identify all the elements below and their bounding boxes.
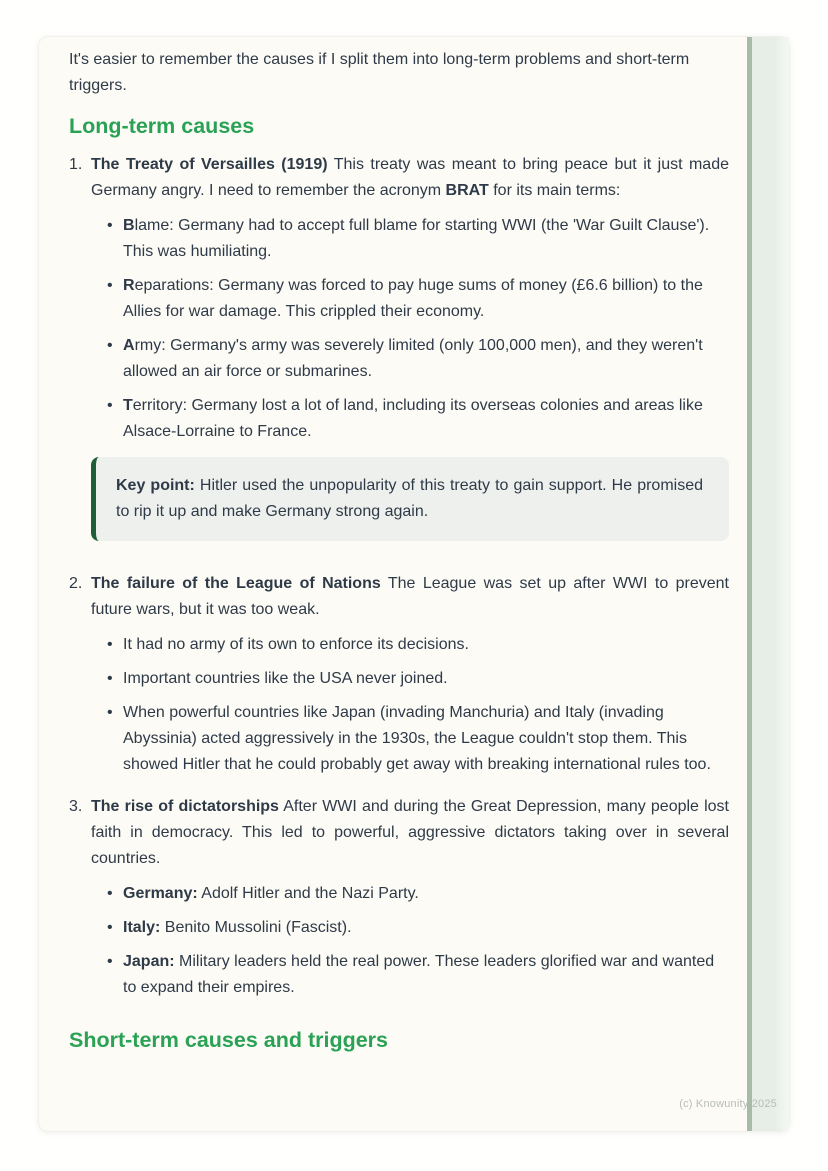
bullet-no-army (91, 632, 729, 658)
list-item-body (91, 571, 729, 790)
bullet-icon (107, 273, 113, 299)
bullet-reparations (91, 273, 729, 325)
key-point-callout (91, 457, 729, 541)
bullet-germany (91, 881, 729, 907)
bullet-icon (107, 700, 113, 726)
bullet-italy (91, 915, 729, 941)
page-edge-strip (747, 37, 789, 1131)
bullet-text: When powerful countries like Japan (invading Manchuria) and Italy (invading Abyssinia) acted aggressively in the 1930s, the League couldn't stop them. This showed Hitler that he could probably get away with breaking international rules too. (123, 704, 711, 773)
bullet-text: Reparations: Germany was forced to pay huge sums of money (£6.6 billion) to the Allies for war damage. This crippled their economy. (123, 277, 703, 320)
bullet-japan-italy-aggression (91, 700, 729, 778)
bullet-text: It had no army of its own to enforce its decisions. (123, 636, 469, 653)
bullet-usa-never-joined (91, 666, 729, 692)
bullet-blame (91, 213, 729, 265)
bullet-text: Blame: Germany had to accept full blame for starting WWI (the 'War Guilt Clause'). This was humiliating. (123, 217, 710, 260)
bullet-text: Italy: Benito Mussolini (Fascist). (123, 919, 352, 936)
list-item-body (91, 152, 729, 567)
list-number: 3. (69, 798, 83, 815)
bullet-text: Territory: Germany lost a lot of land, including its overseas colonies and areas like Alsace-Lorraine to France. (123, 397, 703, 440)
bullet-icon (107, 632, 113, 658)
list-item-league-of-nations (69, 571, 729, 790)
item-paragraph: The rise of dictatorships After WWI and during the Great Depression, many people lost faith in democracy. This led to powerful, aggressive dictators taking over in several countries. (91, 798, 730, 867)
bullet-icon (107, 915, 113, 941)
bullet-japan (91, 949, 729, 1001)
page-edge-panel (752, 37, 789, 1131)
list-item-body (91, 794, 729, 1013)
section-heading-short-term: Short-term causes and triggers (69, 1028, 389, 1052)
bullet-text: Japan: Military leaders held the real power. These leaders glorified war and wanted to expand their empires. (123, 953, 715, 996)
brat-bullet-list (91, 213, 729, 445)
bullet-icon (107, 949, 113, 975)
item-paragraph: The Treaty of Versailles (1919) This treaty was meant to bring peace but it just made Germany angry. I need to remember the acronym BRAT for its main terms: (91, 156, 730, 199)
league-bullet-list (91, 632, 729, 778)
bullet-icon (107, 393, 113, 419)
bullet-icon (107, 666, 113, 692)
list-item-rise-of-dictatorships (69, 794, 729, 1013)
document-page (38, 36, 790, 1132)
dictators-bullet-list (91, 881, 729, 1001)
key-point-text: Key point: Hitler used the unpopularity of this treaty to gain support. He promised to rip it up and make Germany strong again. (116, 477, 703, 520)
bullet-territory (91, 393, 729, 445)
list-number: 2. (69, 575, 83, 592)
item-paragraph: The failure of the League of Nations The League was set up after WWI to prevent future wars, but it was too weak. (91, 575, 729, 618)
bullet-icon (107, 881, 113, 907)
section-heading-long-term: Long-term causes (69, 114, 255, 138)
bullet-icon (107, 213, 113, 239)
copyright-watermark: (c) Knowunity 2025 (679, 1098, 777, 1110)
bullet-army (91, 333, 729, 385)
bullet-icon (107, 333, 113, 359)
bullet-text: Army: Germany's army was severely limited (only 100,000 men), and they weren't allowed an air force or submarines. (123, 337, 703, 380)
intro-paragraph: It's easier to remember the causes if I split them into long-term problems and short-term triggers. (69, 51, 690, 94)
list-item-treaty-of-versailles (69, 152, 729, 567)
bullet-text: Important countries like the USA never joined. (123, 670, 448, 687)
notes-content (69, 47, 729, 1053)
list-number: 1. (69, 156, 83, 173)
bullet-text: Germany: Adolf Hitler and the Nazi Party. (123, 885, 419, 902)
